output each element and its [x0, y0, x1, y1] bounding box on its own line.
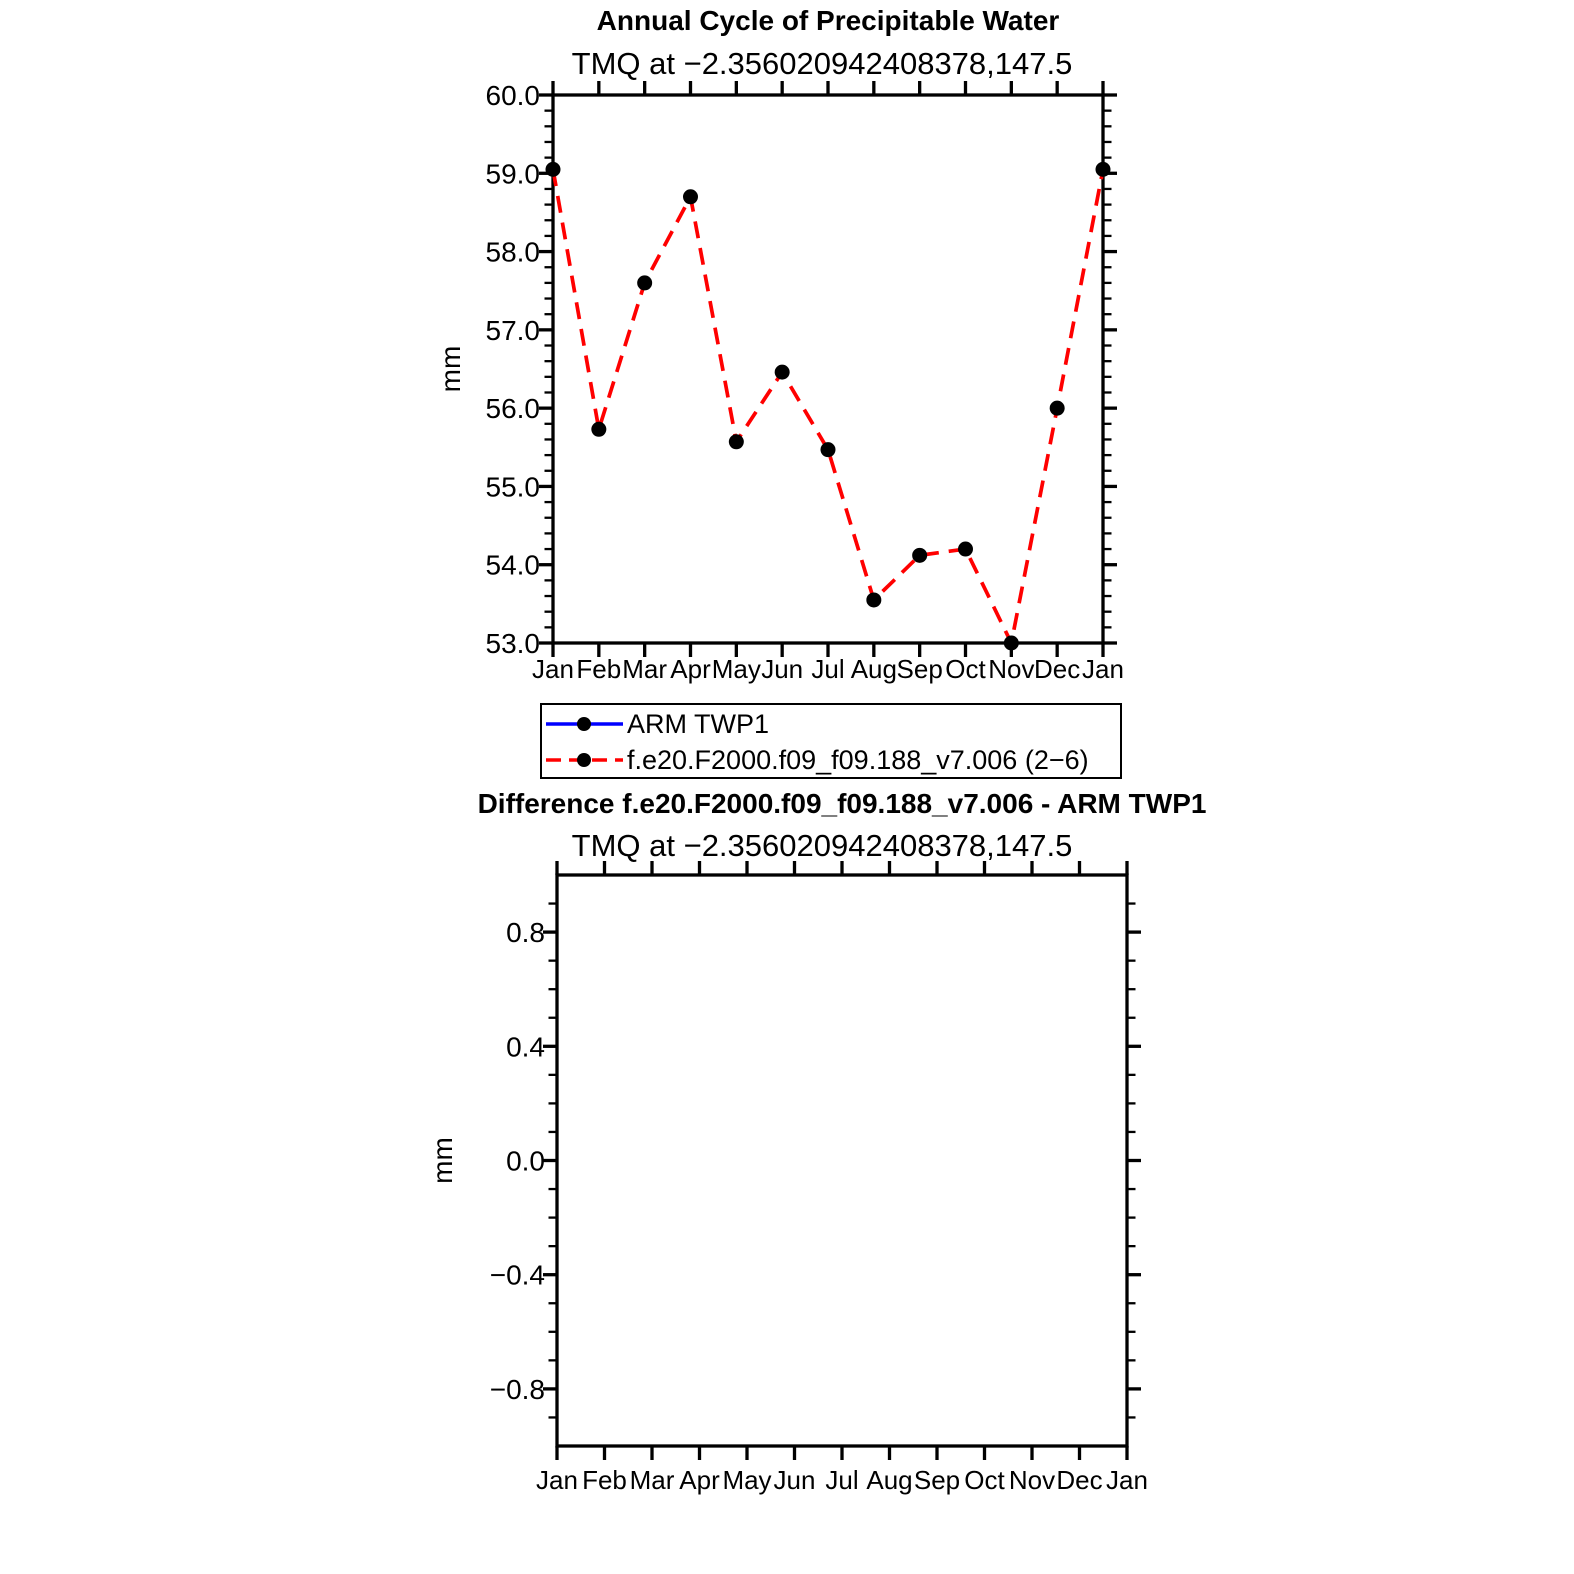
- y-tick-label: 55.0: [485, 471, 540, 503]
- data-point-marker: [866, 592, 881, 607]
- data-point-marker: [729, 434, 744, 449]
- data-point-marker: [546, 162, 561, 177]
- data-point-marker: [1096, 162, 1111, 177]
- legend: [541, 704, 1121, 778]
- x-tick-label: Aug: [866, 1465, 913, 1495]
- x-tick-label: Jun: [761, 654, 804, 684]
- x-tick-label: Mar: [629, 1465, 675, 1495]
- data-point-marker: [591, 422, 606, 437]
- bottom-chart-subtitle: TMQ at −2.356020942408378,147.5: [571, 828, 1073, 863]
- x-tick-label: Nov: [1008, 1465, 1056, 1495]
- x-tick-label: Jul: [825, 1465, 859, 1495]
- plot-frame: [557, 875, 1127, 1446]
- x-tick-label: Jan: [536, 1465, 578, 1495]
- x-tick-label: Feb: [576, 654, 622, 684]
- x-tick-label: Jun: [773, 1465, 816, 1495]
- y-tick-label: −0.8: [489, 1373, 545, 1405]
- y-axis-title: mm: [435, 345, 466, 393]
- data-point-marker: [637, 275, 652, 290]
- data-point-marker: [958, 542, 973, 557]
- plot-frame: [553, 95, 1103, 643]
- x-tick-label: Jan: [532, 654, 574, 684]
- legend-marker-obs-icon: [577, 717, 591, 731]
- x-tick-label: Dec: [1034, 654, 1081, 684]
- y-tick-label: 58.0: [485, 236, 540, 268]
- x-tick-label: Sep: [896, 654, 943, 684]
- y-tick-label: 53.0: [485, 628, 540, 659]
- x-tick-label: Jan: [1106, 1465, 1148, 1495]
- top-chart-plot: [435, 80, 1124, 684]
- x-tick-label: Dec: [1056, 1465, 1103, 1495]
- data-point-marker: [775, 365, 790, 380]
- x-tick-label: Aug: [850, 654, 897, 684]
- x-tick-label: Apr: [670, 654, 711, 684]
- x-tick-label: Mar: [622, 654, 668, 684]
- legend-marker-model-icon: [577, 753, 591, 767]
- y-tick-label: 56.0: [485, 393, 540, 425]
- legend-label-model: f.e20.F2000.f09_f09.188_v7.006 (2−6): [627, 745, 1089, 775]
- y-tick-label: 0.4: [506, 1031, 545, 1063]
- x-tick-label: Jan: [1082, 654, 1124, 684]
- data-point-marker: [1004, 636, 1019, 651]
- y-tick-label: 54.0: [485, 549, 540, 581]
- legend-label-obs: ARM TWP1: [627, 709, 770, 739]
- x-tick-label: Jul: [811, 654, 845, 684]
- y-tick-label: 57.0: [485, 314, 540, 346]
- y-tick-label: −0.4: [489, 1259, 545, 1291]
- x-tick-label: Sep: [913, 1465, 961, 1495]
- y-tick-label: 0.0: [506, 1145, 545, 1177]
- y-axis-title: mm: [427, 1137, 458, 1184]
- top-chart-title: Annual Cycle of Precipitable Water: [596, 5, 1060, 36]
- bottom-chart-title: Difference f.e20.F2000.f09_f09.188_v7.006 - ARM TWP1: [477, 788, 1207, 819]
- x-tick-label: Oct: [945, 654, 986, 684]
- data-point-marker: [912, 548, 927, 563]
- data-point-marker: [683, 189, 698, 204]
- data-point-marker: [821, 442, 836, 457]
- data-point-marker: [1050, 401, 1065, 416]
- top-chart-subtitle: TMQ at −2.356020942408378,147.5: [571, 46, 1073, 81]
- x-tick-label: Nov: [988, 654, 1035, 684]
- x-tick-label: Feb: [582, 1465, 627, 1495]
- x-tick-label: May: [722, 1465, 772, 1495]
- y-tick-label: 0.8: [506, 917, 545, 949]
- x-tick-label: May: [711, 654, 761, 684]
- x-tick-label: Oct: [964, 1465, 1005, 1495]
- y-tick-label: 59.0: [485, 158, 540, 190]
- x-tick-label: Apr: [679, 1465, 720, 1495]
- y-tick-label: 60.0: [485, 80, 540, 111]
- bottom-chart-plot: [427, 861, 1148, 1495]
- series-line: [553, 169, 1103, 643]
